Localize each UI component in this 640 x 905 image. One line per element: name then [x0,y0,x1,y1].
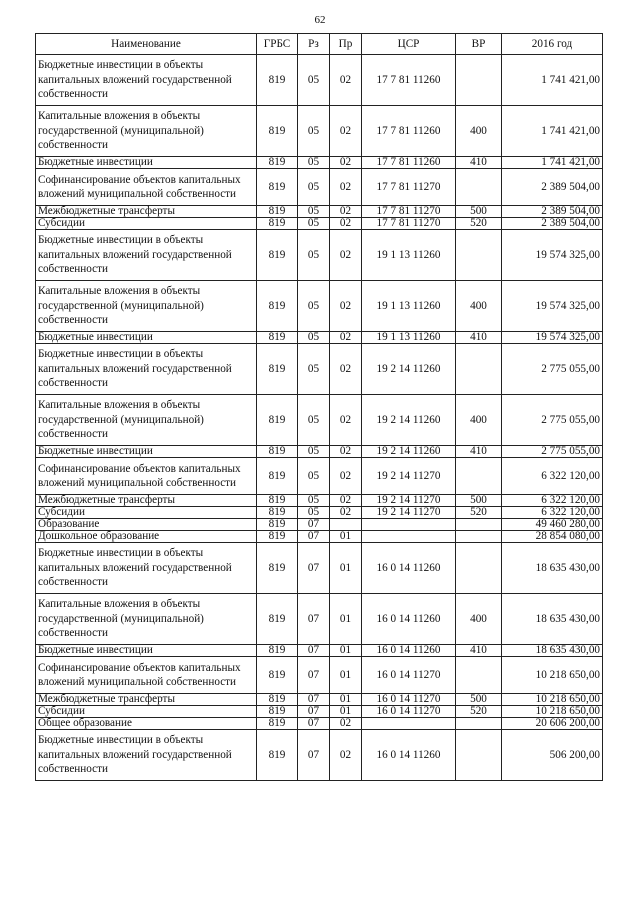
cell-pr: 01 [330,531,362,543]
budget-table [35,33,603,781]
cell-vr [456,730,502,781]
table-row [36,446,603,458]
cell-pr: 02 [330,281,362,332]
cell-name: Бюджетные инвестиции в объекты капитальных вложений государственной собственности [36,230,257,281]
cell-pr: 02 [330,495,362,507]
header-csr: ЦСР [362,34,456,55]
cell-grbs: 819 [257,169,298,206]
cell-rz: 05 [298,281,330,332]
cell-name: Бюджетные инвестиции в объекты капитальных вложений государственной собственности [36,55,257,106]
cell-amount: 2 389 504,00 [502,169,603,206]
cell-grbs: 819 [257,706,298,718]
cell-grbs: 819 [257,495,298,507]
cell-pr: 01 [330,694,362,706]
cell-amount: 18 635 430,00 [502,594,603,645]
cell-pr: 02 [330,230,362,281]
cell-rz: 07 [298,718,330,730]
cell-rz: 07 [298,730,330,781]
table-row [36,718,603,730]
table-row [36,395,603,446]
cell-csr: 19 1 13 11260 [362,281,456,332]
cell-vr [456,55,502,106]
table-row [36,706,603,718]
table-row [36,657,603,694]
cell-pr: 01 [330,594,362,645]
cell-csr: 19 2 14 11260 [362,446,456,458]
cell-rz: 05 [298,206,330,218]
cell-pr: 01 [330,543,362,594]
cell-name: Капитальные вложения в объекты государственной (муниципальной) собственности [36,395,257,446]
cell-grbs: 819 [257,218,298,230]
cell-vr [456,169,502,206]
cell-grbs: 819 [257,657,298,694]
cell-vr: 500 [456,694,502,706]
cell-pr: 02 [330,730,362,781]
cell-amount: 2 389 504,00 [502,218,603,230]
cell-pr: 02 [330,395,362,446]
cell-vr: 500 [456,495,502,507]
cell-pr: 02 [330,332,362,344]
table-row [36,495,603,507]
cell-amount: 18 635 430,00 [502,645,603,657]
cell-vr [456,718,502,730]
cell-name: Субсидии [36,706,257,718]
cell-vr [456,458,502,495]
cell-grbs: 819 [257,332,298,344]
cell-csr: 17 7 81 11260 [362,55,456,106]
cell-csr [362,531,456,543]
table-row [36,531,603,543]
cell-csr: 16 0 14 11260 [362,645,456,657]
table-row [36,169,603,206]
header-amount: 2016 год [502,34,603,55]
cell-csr: 19 2 14 11260 [362,344,456,395]
cell-vr: 500 [456,206,502,218]
header-pr: Пр [330,34,362,55]
cell-pr: 02 [330,157,362,169]
cell-amount: 18 635 430,00 [502,543,603,594]
cell-grbs: 819 [257,106,298,157]
header-grbs: ГРБС [257,34,298,55]
table-row [36,730,603,781]
cell-rz: 07 [298,657,330,694]
cell-rz: 05 [298,332,330,344]
cell-pr: 01 [330,706,362,718]
cell-vr: 410 [456,645,502,657]
cell-csr: 19 2 14 11270 [362,507,456,519]
cell-pr: 02 [330,344,362,395]
cell-rz: 07 [298,519,330,531]
cell-grbs: 819 [257,395,298,446]
table-row [36,507,603,519]
cell-amount: 506 200,00 [502,730,603,781]
cell-pr: 02 [330,106,362,157]
cell-pr [330,519,362,531]
cell-name: Бюджетные инвестиции [36,332,257,344]
cell-name: Бюджетные инвестиции в объекты капитальных вложений государственной собственности [36,543,257,594]
cell-grbs: 819 [257,281,298,332]
cell-csr: 19 2 14 11260 [362,395,456,446]
cell-pr: 02 [330,218,362,230]
cell-name: Субсидии [36,507,257,519]
cell-grbs: 819 [257,344,298,395]
cell-rz: 05 [298,218,330,230]
cell-amount: 2 389 504,00 [502,206,603,218]
cell-csr: 16 0 14 11260 [362,730,456,781]
cell-rz: 05 [298,507,330,519]
cell-pr: 02 [330,169,362,206]
cell-name: Бюджетные инвестиции [36,446,257,458]
cell-amount: 10 218 650,00 [502,694,603,706]
cell-rz: 07 [298,645,330,657]
cell-rz: 05 [298,230,330,281]
cell-amount: 10 218 650,00 [502,706,603,718]
table-row [36,332,603,344]
table-row [36,218,603,230]
cell-amount: 19 574 325,00 [502,281,603,332]
cell-rz: 05 [298,344,330,395]
cell-name: Бюджетные инвестиции [36,645,257,657]
cell-grbs: 819 [257,694,298,706]
cell-pr: 02 [330,507,362,519]
cell-vr: 520 [456,706,502,718]
cell-name: Софинансирование объектов капитальных вложений муниципальной собственности [36,169,257,206]
cell-vr [456,543,502,594]
cell-grbs: 819 [257,206,298,218]
cell-amount: 19 574 325,00 [502,230,603,281]
cell-grbs: 819 [257,507,298,519]
cell-name: Капитальные вложения в объекты государственной (муниципальной) собственности [36,106,257,157]
cell-grbs: 819 [257,55,298,106]
cell-vr: 520 [456,507,502,519]
cell-vr [456,519,502,531]
cell-rz: 05 [298,169,330,206]
cell-grbs: 819 [257,446,298,458]
cell-name: Бюджетные инвестиции [36,157,257,169]
table-row [36,55,603,106]
cell-pr: 02 [330,206,362,218]
cell-name: Межбюджетные трансферты [36,206,257,218]
table-row [36,281,603,332]
cell-vr [456,344,502,395]
cell-csr: 19 1 13 11260 [362,332,456,344]
cell-name: Общее образование [36,718,257,730]
page-number: 62 [314,14,326,26]
cell-rz: 07 [298,543,330,594]
cell-vr: 410 [456,332,502,344]
table-row [36,594,603,645]
cell-grbs: 819 [257,519,298,531]
cell-vr: 400 [456,594,502,645]
header-rz: Рз [298,34,330,55]
cell-csr: 17 7 81 11270 [362,218,456,230]
cell-name: Субсидии [36,218,257,230]
cell-pr: 02 [330,446,362,458]
cell-amount: 20 606 200,00 [502,718,603,730]
cell-rz: 05 [298,157,330,169]
cell-amount: 6 322 120,00 [502,495,603,507]
table-row [36,157,603,169]
cell-amount: 2 775 055,00 [502,344,603,395]
cell-amount: 2 775 055,00 [502,395,603,446]
cell-csr [362,718,456,730]
cell-name: Капитальные вложения в объекты государственной (муниципальной) собственности [36,281,257,332]
cell-vr: 410 [456,157,502,169]
cell-amount: 1 741 421,00 [502,157,603,169]
cell-csr [362,519,456,531]
cell-pr: 02 [330,718,362,730]
cell-pr: 01 [330,645,362,657]
table-row [36,106,603,157]
cell-grbs: 819 [257,230,298,281]
cell-csr: 17 7 81 11260 [362,106,456,157]
cell-csr: 17 7 81 11270 [362,206,456,218]
cell-vr: 400 [456,281,502,332]
cell-csr: 17 7 81 11260 [362,157,456,169]
cell-name: Бюджетные инвестиции в объекты капитальных вложений государственной собственности [36,344,257,395]
cell-name: Образование [36,519,257,531]
cell-rz: 05 [298,458,330,495]
cell-grbs: 819 [257,594,298,645]
cell-grbs: 819 [257,157,298,169]
table-row [36,458,603,495]
cell-csr: 19 1 13 11260 [362,230,456,281]
cell-grbs: 819 [257,543,298,594]
cell-amount: 10 218 650,00 [502,657,603,694]
cell-amount: 1 741 421,00 [502,55,603,106]
cell-rz: 05 [298,395,330,446]
cell-amount: 1 741 421,00 [502,106,603,157]
cell-csr: 16 0 14 11260 [362,543,456,594]
cell-name: Бюджетные инвестиции в объекты капитальных вложений государственной собственности [36,730,257,781]
cell-csr: 17 7 81 11270 [362,169,456,206]
cell-rz: 07 [298,694,330,706]
cell-rz: 05 [298,106,330,157]
cell-grbs: 819 [257,730,298,781]
cell-name: Софинансирование объектов капитальных вложений муниципальной собственности [36,657,257,694]
cell-vr: 400 [456,395,502,446]
cell-name: Капитальные вложения в объекты государственной (муниципальной) собственности [36,594,257,645]
cell-vr: 400 [456,106,502,157]
table-row [36,694,603,706]
cell-amount: 6 322 120,00 [502,507,603,519]
cell-csr: 16 0 14 11270 [362,657,456,694]
cell-csr: 16 0 14 11260 [362,594,456,645]
table-row [36,230,603,281]
cell-amount: 49 460 280,00 [502,519,603,531]
table-row [36,543,603,594]
cell-csr: 16 0 14 11270 [362,694,456,706]
cell-grbs: 819 [257,531,298,543]
cell-pr: 02 [330,55,362,106]
header-vr: ВР [456,34,502,55]
table-row [36,645,603,657]
cell-vr [456,657,502,694]
cell-rz: 07 [298,706,330,718]
cell-name: Софинансирование объектов капитальных вложений муниципальной собственности [36,458,257,495]
cell-name: Дошкольное образование [36,531,257,543]
cell-rz: 07 [298,594,330,645]
cell-vr [456,531,502,543]
cell-grbs: 819 [257,458,298,495]
cell-rz: 07 [298,531,330,543]
cell-rz: 05 [298,55,330,106]
cell-vr [456,230,502,281]
cell-amount: 2 775 055,00 [502,446,603,458]
cell-amount: 6 322 120,00 [502,458,603,495]
cell-vr: 410 [456,446,502,458]
cell-name: Межбюджетные трансферты [36,495,257,507]
cell-amount: 19 574 325,00 [502,332,603,344]
cell-grbs: 819 [257,718,298,730]
table-row [36,344,603,395]
header-name: Наименование [36,34,257,55]
cell-name: Межбюджетные трансферты [36,694,257,706]
cell-vr: 520 [456,218,502,230]
cell-csr: 19 2 14 11270 [362,495,456,507]
cell-csr: 16 0 14 11270 [362,706,456,718]
cell-rz: 05 [298,495,330,507]
cell-rz: 05 [298,446,330,458]
table-row [36,206,603,218]
cell-pr: 02 [330,458,362,495]
table-row [36,519,603,531]
cell-pr: 01 [330,657,362,694]
cell-grbs: 819 [257,645,298,657]
cell-amount: 28 854 080,00 [502,531,603,543]
cell-csr: 19 2 14 11270 [362,458,456,495]
table-header-row [36,34,603,55]
